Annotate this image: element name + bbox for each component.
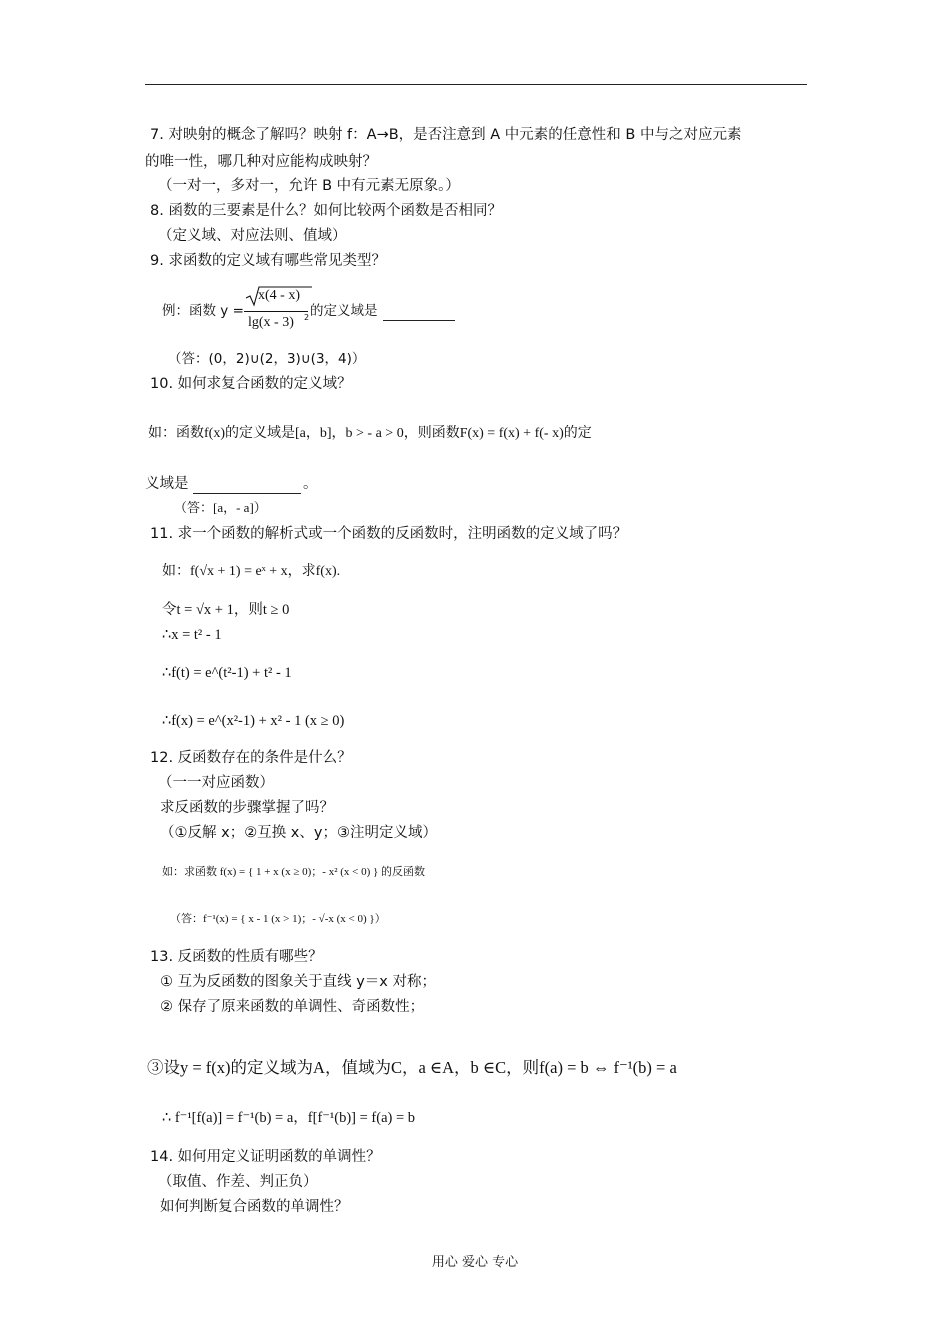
q11-question: 11. 求一个函数的解析式或一个函数的反函数时，注明函数的定义域了吗？	[150, 526, 628, 542]
q10-question: 10. 如何求复合函数的定义域？	[150, 376, 352, 392]
q10-answer: （答：[a，- a]）	[174, 500, 267, 515]
q12-example-answer: （答：f⁻¹(x) = { x - 1 (x > 1)；- √-x (x < 0) }）	[170, 913, 386, 925]
q12-steps: （①反解 x；②互换 x、y；③注明定义域）	[160, 825, 437, 841]
q8-question: 8. 函数的三要素是什么？如何比较两个函数是否相同？	[150, 203, 502, 219]
q13-property1: ① 互为反函数的图象关于直线 y＝x 对称；	[160, 974, 436, 990]
q9-denominator: lg(x - 3)	[248, 315, 294, 330]
q12-question: 12. 反函数存在的条件是什么？	[150, 750, 352, 766]
q11-example: 如：f(√x + 1) = eˣ + x，求f(x).	[162, 564, 341, 579]
q14-subquestion: 如何判断复合函数的单调性？	[160, 1199, 349, 1215]
page-footer: 用心 爱心 专心	[431, 1255, 519, 1270]
q9-question: 9. 求函数的定义域有哪些常见类型？	[150, 253, 386, 269]
q14-answer: （取值、作差、判正负）	[158, 1174, 318, 1190]
q7-answer: （一对一，多对一，允许 B 中有元素无原象。）	[158, 178, 460, 194]
q9-example-prefix: 例：函数 y =	[162, 303, 244, 319]
q7-line2: 的唯一性，哪几种对应能构成映射？	[145, 154, 377, 170]
q11-step2: ∴x = t² - 1	[162, 627, 222, 643]
q13-property3: ③设y = f(x)的定义域为A，值域为C，a ∈A，b ∈C，则f(a) = b ⇔ f⁻¹(b) = a	[147, 1058, 677, 1077]
q12-example: 如：求函数 f(x) = { 1 + x (x ≥ 0)；- x² (x < 0) } 的反函数	[162, 866, 426, 878]
header-rule	[145, 84, 807, 85]
fraction-bar	[244, 311, 308, 312]
q8-answer: （定义域、对应法则、值域）	[158, 228, 347, 244]
q9-answer-blank	[383, 306, 455, 321]
q9-example-suffix: 的定义域是	[310, 303, 378, 319]
q11-step4: ∴f(x) = e^(x²-1) + x² - 1 (x ≥ 0)	[162, 713, 345, 729]
q10-answer-blank	[193, 479, 301, 494]
q14-question: 14. 如何用定义证明函数的单调性？	[150, 1149, 381, 1165]
q10-example-cont: 义域是	[145, 476, 189, 492]
q9-answer: （答：(0，2)∪(2，3)∪(3，4)）	[168, 351, 366, 367]
q10-period: 。	[303, 476, 318, 492]
q13-question: 13. 反函数的性质有哪些？	[150, 949, 323, 965]
q12-answer: （一一对应函数）	[158, 775, 274, 791]
q13-property3-cont: ∴ f⁻¹[f(a)] = f⁻¹(b) = a，f[f⁻¹(b)] = f(a) = b	[162, 1110, 416, 1126]
q10-example: 如：函数f(x)的定义域是[a，b]，b > - a > 0，则函数F(x) = f(x) + f(- x)的定	[148, 426, 592, 441]
q11-step3: ∴f(t) = e^(t²-1) + t² - 1	[162, 665, 292, 681]
q9-numerator: x(4 - x)	[258, 288, 300, 303]
q9-denominator-exponent: 2	[304, 313, 310, 322]
q11-step1: 令t = √x + 1，则t ≥ 0	[162, 602, 290, 618]
q13-property2: ② 保存了原来函数的单调性、奇函数性；	[160, 999, 425, 1015]
q12-subquestion: 求反函数的步骤掌握了吗？	[160, 800, 334, 816]
q7-line1: 7. 对映射的概念了解吗？映射 f：A→B，是否注意到 A 中元素的任意性和 B 中与之对应元素	[150, 127, 742, 143]
